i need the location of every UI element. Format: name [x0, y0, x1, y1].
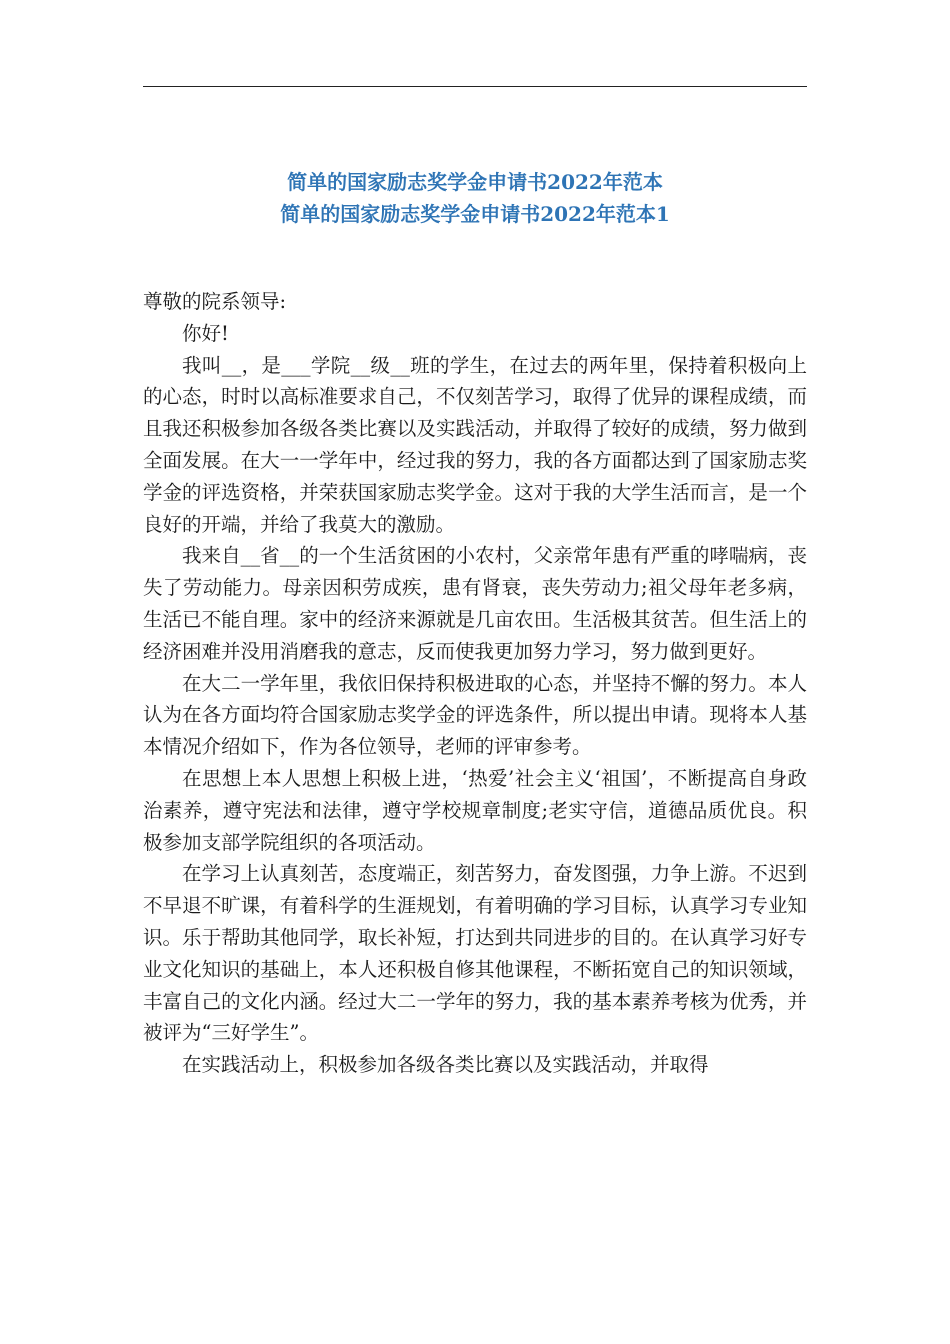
letter-body: [143, 286, 807, 1081]
document-subtitle: 简单的国家励志奖学金申请书2022年范本1: [280, 202, 670, 226]
title-block: [143, 166, 807, 230]
paragraph: 在实践活动上，积极参加各级各类比赛以及实践活动，并取得: [182, 1053, 709, 1077]
document-title: 简单的国家励志奖学金申请书2022年范本: [287, 170, 663, 194]
paragraph: 在大二一学年里，我依旧保持积极进取的心态，并坚持不懈的努力。本人认为在各方面均符合国家励志奖学金的评选条件，所以提出申请。现将本人基本情况介绍如下，作为各位领导，老师的评审参考。: [143, 671, 807, 759]
paragraph: 在学习上认真刻苦，态度端正，刻苦努力，奋发图强，力争上游。不迟到不早退不旷课，有着科学的生涯规划，有着明确的学习目标，认真学习专业知识。乐于帮助其他同学，取长补短，打达到共同进步的目的。在认真学习好专业文化知识的基础上，本人还积极自修其他课程，不断拓宽自己的知识领域，丰富自己的文化内涵。经过大二一学年的努力，我的基本素养考核为优秀，并被评为“三好学生”。: [143, 862, 807, 1045]
paragraph: 在思想上本人思想上积极上进，‘热爱’社会主义‘祖国’，不断提高自身政治素养，遵守宪法和法律，遵守学校规章制度;老实守信，道德品质优良。积极参加支部学院组织的各项活动。: [143, 766, 807, 854]
salutation: 尊敬的院系领导:: [143, 290, 287, 313]
paragraph: 我叫__，是___学院__级__班的学生，在过去的两年里，保持着积极向上的心态，时时以高标准要求自己，不仅刻苦学习，取得了优异的课程成绩，而且我还积极参加各级各类比赛以及实践活动，并取得了较好的成绩，努力做到全面发展。在大一一学年中，经过我的努力，我的各方面都达到了国家励志奖学金的评选资格，并荣获国家励志奖学金。这对于我的大学生活而言，是一个良好的开端，并给了我莫大的激励。: [143, 353, 807, 536]
paragraph: 我来自__省__的一个生活贫困的小农村，父亲常年患有严重的哮喘病，丧失了劳动能力。母亲因积劳成疾，患有肾衰，丧失劳动力;祖父母年老多病，生活已不能自理。家中的经济来源就是几亩农田。生活极其贫苦。但生活上的经济困难并没用消磨我的意志，反而使我更加努力学习，努力做到更好。: [143, 544, 807, 663]
header-rule: [143, 86, 807, 87]
greeting: 你好!: [182, 321, 229, 345]
